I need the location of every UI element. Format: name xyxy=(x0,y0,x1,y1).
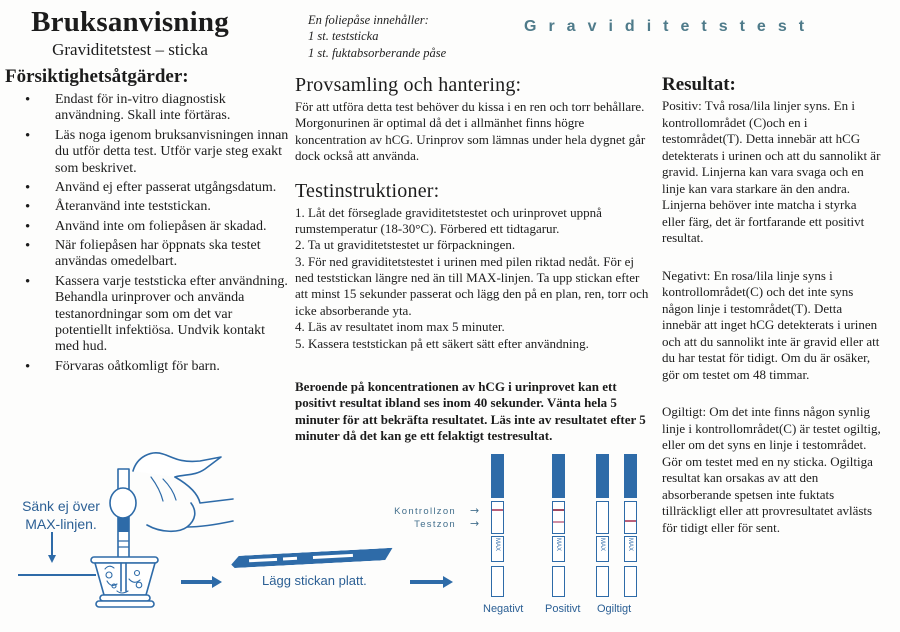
strip-negative xyxy=(491,454,504,600)
dip-depth-label-line: Sänk ej över xyxy=(22,498,100,514)
max-text: MAX xyxy=(494,538,500,552)
strip-tip xyxy=(624,566,637,597)
instructions-steps xyxy=(295,205,655,352)
strip-tip xyxy=(596,566,609,597)
list-item: • Läs noga igenom bruksanvisningen innan du utför detta test. Utför varje steg exakt som beskrivet. xyxy=(5,128,291,177)
precautions-list xyxy=(5,92,291,375)
page-subtitle: Graviditetstest – sticka xyxy=(52,40,208,59)
strip-label-negative: Negativt xyxy=(483,603,524,615)
control-line xyxy=(553,509,564,511)
step: 2. Ta ut graviditetstestet ur förpackningen. xyxy=(295,237,516,253)
step: 1. Låt det förseglade graviditetstestet och urinprovet uppnå rumstemperatur (18-30°C). Förbered ett tidtagarur. xyxy=(295,204,602,236)
brand-logotype: Graviditetstest xyxy=(524,18,817,35)
control-zone-label: Kontrollzon xyxy=(394,506,456,517)
timing-warning: Beroende på koncentrationen av hCG i urinprovet kan ett positivt resultat ibland ses inom 40 sekunder. Vänta hela 5 minuter för att bekräfta resultatet. Läs inte av resultatet efter 5 minuter då det kan ge ett felaktigt testresultat. xyxy=(295,378,646,443)
result-positive-text: Positiv: Två rosa/lila linjer syns. En i kontrollområdet (C)och en i testområdet(T). Detta innebär att hCG detekterats i urinen och att du sannolikt är gravid. Linjerna kan vara svaga och en linje kan vara starkare än den andra. Linjerna behöver inte matcha i styrka eller färg, det är fortfarande ett positivt resultat. xyxy=(662,98,881,245)
page-title: Bruksanvisning xyxy=(31,6,229,38)
package-contents-line: 1 st. teststicka xyxy=(308,29,379,44)
dip-depth-label-line: MAX-linjen. xyxy=(25,515,97,532)
control-line xyxy=(492,509,503,511)
test-line xyxy=(553,521,564,523)
list-item: • Förvaras oåtkomligt för barn. xyxy=(5,359,291,375)
step: 5. Kassera teststickan på ett säkert sätt efter användning. xyxy=(295,335,589,351)
flat-stick-label: Lägg stickan platt. xyxy=(262,573,367,588)
strip-window xyxy=(624,501,637,534)
results-section xyxy=(662,74,882,536)
max-text: MAX xyxy=(599,538,605,552)
thumb xyxy=(110,488,136,518)
strip-max-zone xyxy=(491,536,504,562)
strip-max-zone xyxy=(552,536,565,562)
list-item: • Endast för in-vitro diagnostisk användning. Skall inte förtäras. xyxy=(5,92,291,125)
strip-window xyxy=(552,501,565,534)
list-item: • Återanvänd inte teststickan. xyxy=(5,199,291,215)
test-zone-arrow-icon: → xyxy=(470,517,480,530)
strip-invalid-no-lines xyxy=(596,454,609,600)
list-item: • Kassera varje teststicka efter användning. Behandla urinprover och använda testanordningar som om det var potentiellt infektiösa. Undvik kontakt med hud. xyxy=(5,274,291,356)
result-negative-text: Negativt: En rosa/lila linje syns i kontrollområdet(C) och det inte syns någon linje i testområdet(T). Detta innebär att inget hCG detekterats i urinen och att du sannolikt inte är gravid eller att du har testat för tidigt. Om du är osäker, gör om testet om 48 timmar. xyxy=(662,267,880,382)
list-item: • När foliepåsen har öppnats ska testet användas omedelbart. xyxy=(5,238,291,271)
cup-rim xyxy=(91,557,158,563)
flow-arrow-icon xyxy=(181,580,213,584)
package-contents-line: En foliepåse innehåller: xyxy=(308,13,429,27)
package-contents-line: 1 st. fuktabsorberande påse xyxy=(308,45,447,60)
strip-positive xyxy=(552,454,565,600)
test-line xyxy=(625,520,636,522)
strip-window xyxy=(596,501,609,534)
step: 4. Läs av resultatet inom max 5 minuter. xyxy=(295,319,505,335)
list-item: • Använd ej efter passerat utgångsdatum. xyxy=(5,180,291,196)
hand-outline xyxy=(133,453,221,477)
flow-arrow-icon xyxy=(410,580,444,584)
cup-base-flange xyxy=(96,601,154,607)
strip-handle xyxy=(596,454,609,498)
test-zone-label: Testzon xyxy=(414,519,456,530)
strip-handle xyxy=(624,454,637,498)
strip-window xyxy=(491,501,504,534)
sampling-body: För att utföra detta test behöver du kissa i en ren och torr behållare. Morgonurinen är optimal då det i allmänhet finns högre koncentration av hCG. Urinprov som lämnas under hela dygnet går dock också att använda. xyxy=(295,99,646,164)
flat-stick-illustration xyxy=(231,548,393,568)
step: 3. För ned graviditetstestet i urinen med pilen riktad nedåt. För ej ned teststickan längre ned än till MAX-linjen. Ta upp stickan efter att minst 15 sekunder passerat och lägg den på en plan, ren, torr och icke absorberande yta. xyxy=(295,253,649,318)
cup-body xyxy=(95,563,155,595)
dip-illustration xyxy=(55,445,235,617)
middle-column xyxy=(295,74,655,444)
cup-base xyxy=(100,595,150,601)
precautions-section xyxy=(5,66,291,378)
max-text: MAX xyxy=(627,538,633,552)
control-zone-arrow-icon: → xyxy=(470,504,480,517)
strip-max-zone xyxy=(624,536,637,562)
package-contents xyxy=(308,12,446,61)
precautions-heading: Försiktighetsåtgärder: xyxy=(5,66,189,87)
title-block xyxy=(14,6,246,60)
down-arrow-icon xyxy=(51,532,53,556)
strip-max-zone xyxy=(596,536,609,562)
instructions-heading: Testinstruktioner: xyxy=(295,179,440,202)
max-text: MAX xyxy=(555,538,561,552)
result-invalid-text: Ogiltigt: Om det inte finns någon synlig linje i kontrollområdet(C) är testet ogiltig, eller om det syns en linje i testområdet. Gör om testet med en ny sticka. Ogiltiga resultat kan orsakas av att den absorberande spetsen inte fuktats tillräckligt eller att provresultatet avlästs för tidigt eller för sent. xyxy=(662,404,881,535)
strip-tip xyxy=(491,566,504,597)
sampling-heading: Provsamling och hantering: xyxy=(295,74,522,96)
results-heading: Resultat: xyxy=(662,74,736,95)
strip-handle xyxy=(552,454,565,498)
list-item: • Använd inte om foliepåsen är skadad. xyxy=(5,219,291,235)
strip-invalid-test-line-only xyxy=(624,454,637,600)
strip-label-invalid: Ogiltigt xyxy=(597,603,632,615)
strip-handle xyxy=(491,454,504,498)
strip-tip xyxy=(552,566,565,597)
strip-label-positive: Positivt xyxy=(545,603,581,615)
